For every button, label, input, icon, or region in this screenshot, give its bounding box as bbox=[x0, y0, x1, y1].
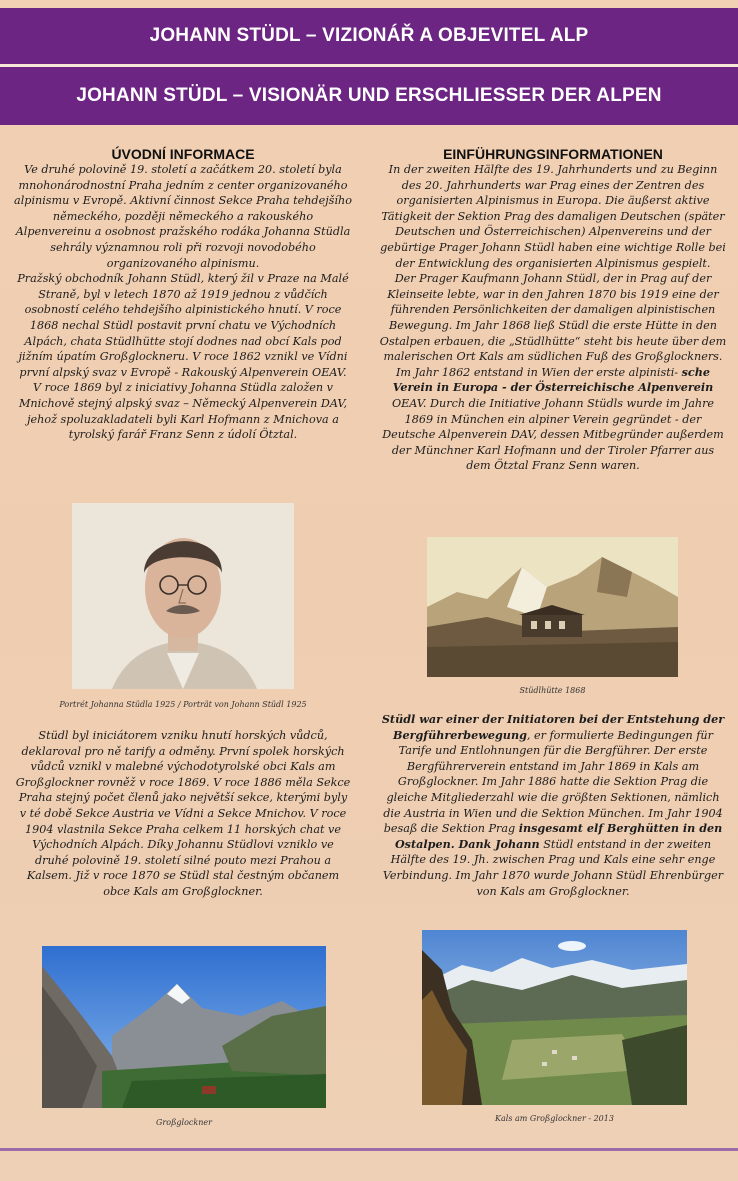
studlhutte-caption: Stüdlhütte 1868 bbox=[519, 686, 586, 695]
right-guides-block bbox=[378, 712, 728, 899]
right-paragraph-3b: , er formulierte Bedingungen für Tarife und Entlohnungen für die Bergführer. Der erste Bergführerverein entstand im Jahr 1869 in Kals am Großglockner. Im Jahr 1886 hatte die Sektion Prag die gleiche Mitgliederzahl wie die größten Sektionen, nämlich die Austria in Wien und die Sektion München. Im Jahr 1904 besaß die Sektion Prag bbox=[383, 728, 723, 836]
left-paragraph-4: Stüdl byl iniciátorem vzniku hnutí horských vůdců, deklaroval pro ně tarify a odměny. První spolek horských vůdců vznikl v malebné východotyrolské obci Kals am Großglockner rovněž v roce 1869. V roce 1886 měla Sekce Praha stejný počet členů jako největší sekce, kterými byly v té době Sekce Austria ve Vídni a Sekce Mnichov. V roce 1904 vlastnila Sekce Praha celkem 11 horských chat ve Východních Alpách. Díky Johannu Stüdlovi vzniklo ve druhé polovině 19. století silné pouto mezi Prahou a Kalsem. Již v roce 1870 se Stüdl stal čestným občanem obce Kals am Großglockner. bbox=[15, 729, 351, 898]
kals-photo bbox=[422, 930, 687, 1105]
valley-landscape-icon bbox=[422, 930, 687, 1105]
right-paragraph-2 bbox=[378, 271, 728, 474]
bottom-divider bbox=[0, 1148, 738, 1151]
portrait-sketch-icon bbox=[72, 503, 294, 689]
mountain-landscape-icon bbox=[42, 946, 326, 1108]
left-paragraph-2: Pražský obchodník Johann Stüdl, který žil v Praze na Malé Straně, byl v letech 1870 až 1919 jednou z vůdčích osobností celého tehdejšího alpinistického hnutí. V roce 1868 nechal Stüdl postavit první chatu ve Východních Alpách, chata Stüdlhütte stojí dodnes nad obcí Kals pod jižním úpatím Großglockneru. V roce 1862 vznikl ve Vídni první alpský svaz v Evropě - Rakouský Alpenverein OEAV. bbox=[17, 272, 349, 379]
left-heading: ÚVODNÍ INFORMACE bbox=[111, 146, 255, 162]
right-paragraph-2b: sche Verein in Europa - der Österreichische Alpenverein bbox=[392, 364, 714, 395]
right-paragraph-3d: Stüdl entstand in der zweiten Hälfte des 19. Jh. zwischen Prag und Kals eine sehr enge Verbindung. Im Jahr 1870 wurde Johann Stüdl Ehrenbürger von Kals am Großglockner. bbox=[382, 837, 724, 898]
right-heading: EINFÜHRUNGSINFORMATIONEN bbox=[443, 146, 663, 162]
portrait-caption: Portrét Johanna Stüdla 1925 / Porträt von Johann Stüdl 1925 bbox=[59, 700, 307, 709]
grossglockner-caption: Großglockner bbox=[156, 1118, 212, 1127]
right-paragraph-3 bbox=[378, 712, 728, 899]
studlhutte-image bbox=[427, 537, 678, 677]
grossglockner-photo bbox=[42, 946, 326, 1108]
right-paragraph-3c: insgesamt elf Berghütten in den Ostalpen. Dank Johann bbox=[394, 821, 723, 851]
right-intro-block bbox=[378, 146, 728, 474]
left-guides-block bbox=[14, 728, 352, 900]
portrait-image bbox=[72, 503, 294, 689]
right-paragraph-1: In der zweiten Hälfte des 19. Jahrhunderts und zu Beginn des 20. Jahrhunderts war Prag eines der Zentren des organisierten Alpinismus in Europa. Die äußerst aktive Tätigkeit der Sektion Prag des damaligen Deutschen (später Deutschen und Österreichischen) Alpenvereins und der gebürtige Prager Johann Stüdl haben eine wichtige Rolle bei der Entwicklung des organisierten Alpinismus gespielt. bbox=[380, 163, 726, 270]
right-paragraph-3a: Stüdl war einer der Initiatoren bei der Entstehung der Bergführerbewegung bbox=[381, 712, 725, 742]
title-czech: JOHANN STÜDL – VIZIONÁŘ A OBJEVITEL ALP bbox=[0, 8, 738, 67]
right-paragraph-2c: OEAV. Durch die Initiative Johann Stüdls wurde im Jahre 1869 in München ein alpiner Verein gegründet - der Deutsche Alpenverein DAV, dessen Mitbegründer außerdem der Münchner Karl Hofmann und der Tiroler Pfarrer aus dem Ötztal Franz Senn waren. bbox=[382, 396, 724, 473]
left-paragraph-1: Ve druhé polovině 19. století a začátkem 20. století byla mnohonárodnostní Praha jedním z center organizovaného alpinismu v Evropě. Aktivní činnost Sekce Praha tehdejšího německého, později německého a rakouského Alpenvereinu a osobnost pražského rodáka Johanna Stüdla sehrály významnou roli při rozvoji novodobého organizovaného alpinismu. bbox=[14, 163, 352, 270]
right-paragraph-2a: Der Prager Kaufmann Johann Stüdl, der in Prag auf der Kleinseite lebte, war in den Jahren 1870 bis 1919 eine der führenden Persönlichkeiten der damaligen alpinistischen Bewegung. Im Jahr 1868 ließ Stüdl die erste Hütte in den Ostalpen erbauen, die „Stüdlhütte“ steht bis heute über dem malerischen Ort Kals am südlichen Fuß des Großglockners. Im Jahr 1862 entstand in Wien der erste alpinisti- bbox=[379, 272, 727, 379]
title-german: JOHANN STÜDL – VISIONÄR UND ERSCHLIESSER DER ALPEN bbox=[0, 67, 738, 125]
left-intro-block bbox=[14, 146, 352, 443]
left-paragraph-3: V roce 1869 byl z iniciativy Johanna Stüdla založen v Mnichově stejný alpský svaz – Německý Alpenverein DAV, jehož spoluzakladateli byli Karl Hofmann z Mnichova a tyrolský farář Franz Senn z údolí Ötztal. bbox=[18, 381, 348, 442]
hut-sketch-icon bbox=[427, 537, 678, 677]
kals-caption: Kals am Großglockner - 2013 bbox=[495, 1114, 614, 1123]
